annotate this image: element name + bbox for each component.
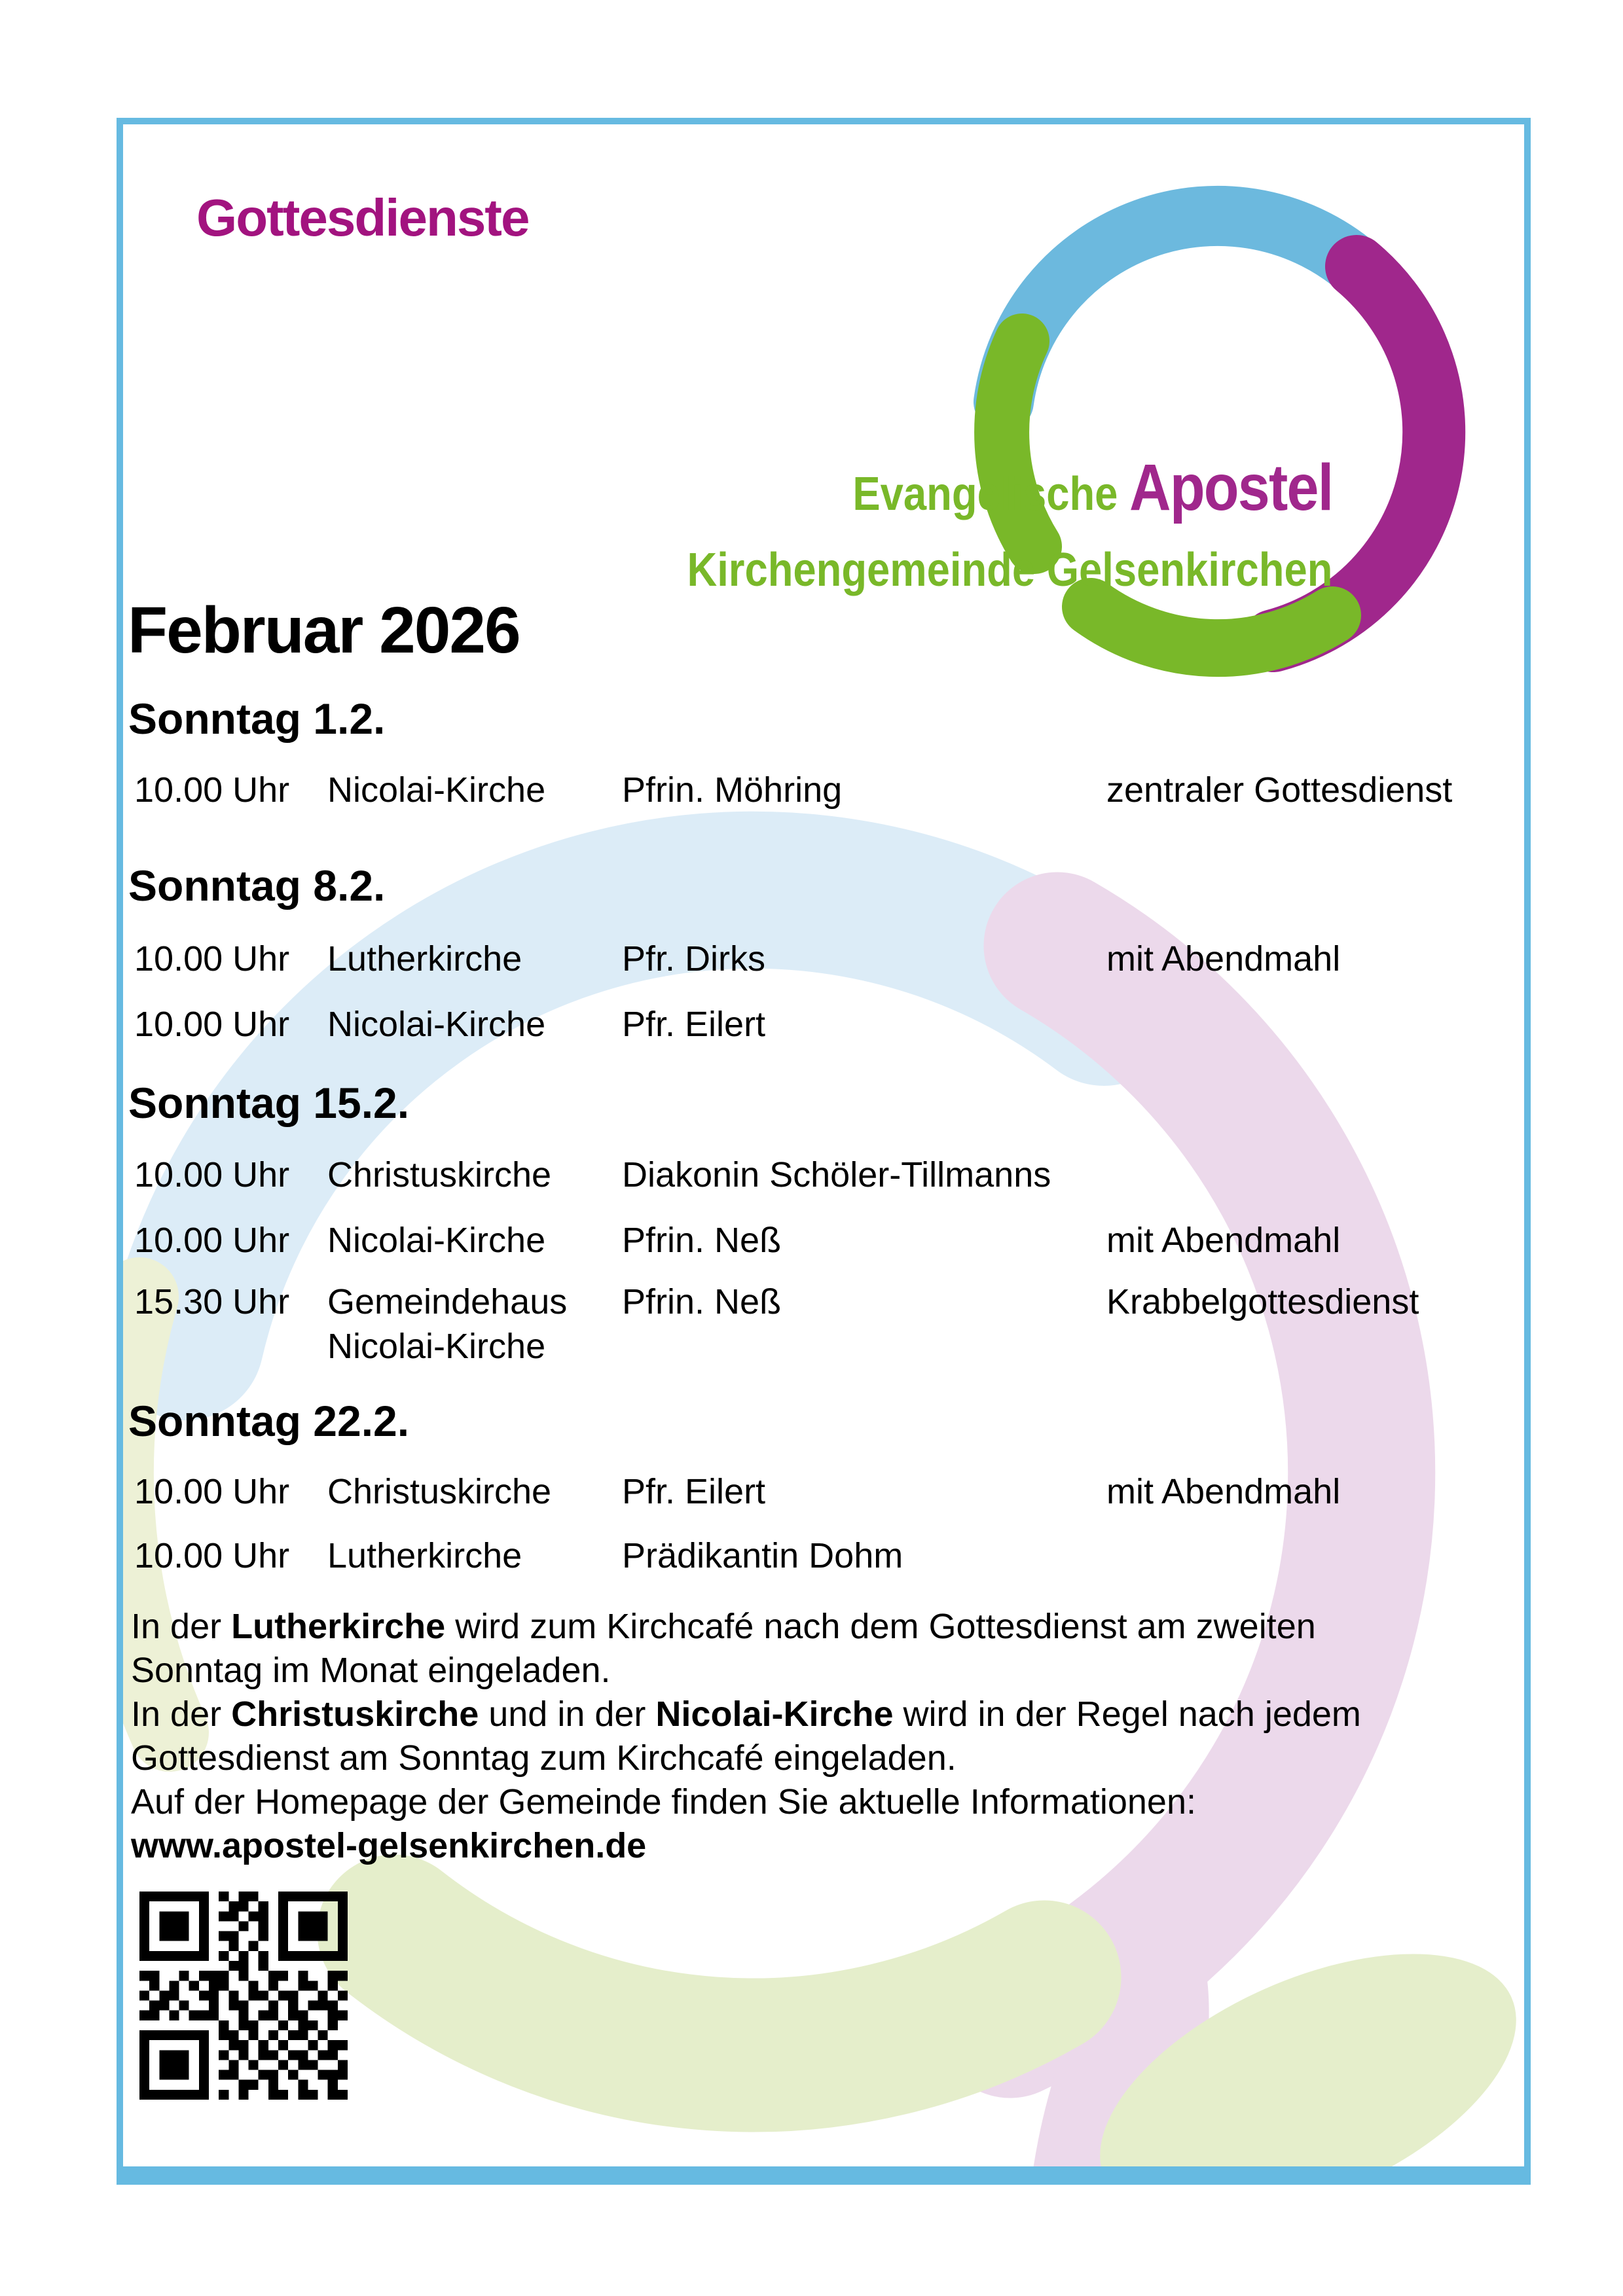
- service-location: Nicolai-Kirche: [327, 1005, 546, 1044]
- service-time: 10.00 Uhr: [134, 1155, 290, 1194]
- month-title: Februar 2026: [128, 594, 520, 667]
- service-person: Pfr. Eilert: [622, 1472, 766, 1511]
- service-note: zentraler Gottesdienst: [1106, 770, 1453, 810]
- footer-line: [131, 1736, 1512, 1780]
- logo-brush-circle: [956, 170, 1480, 694]
- footer-text-segment: In der: [131, 1607, 232, 1646]
- service-location: Christuskirche: [327, 1472, 552, 1511]
- service-time: 10.00 Uhr: [134, 1005, 290, 1044]
- service-location: Nicolai-Kirche: [327, 770, 546, 810]
- service-note: mit Abendmahl: [1106, 939, 1341, 978]
- service-location-line2: Nicolai-Kirche: [327, 1327, 546, 1366]
- logo-blue-arc: [1004, 216, 1362, 402]
- service-row: [134, 1281, 1523, 1327]
- service-time: 10.00 Uhr: [134, 1221, 290, 1260]
- service-person: Pfrin. Möhring: [622, 770, 843, 810]
- service-row: [134, 769, 1523, 815]
- logo-text-evangelische: Evangelische: [852, 468, 1129, 520]
- service-location: Gemeindehaus: [327, 1282, 568, 1321]
- section-heading: Sonntag 15.2.: [128, 1079, 410, 1127]
- footer-line: [131, 1780, 1512, 1824]
- footer-text-segment: Gottesdienst am Sonntag zum Kirchcafé eingeladen.: [131, 1738, 957, 1778]
- service-person: Pfrin. Neß: [622, 1221, 782, 1260]
- footer-text-segment: In der: [131, 1695, 232, 1734]
- service-row: [134, 1154, 1523, 1200]
- footer-text: [131, 1605, 1512, 1868]
- homepage-url[interactable]: www.apostel-gelsenkirchen.de: [131, 1826, 647, 1865]
- service-person: Pfr. Eilert: [622, 1005, 766, 1044]
- service-row: [134, 1471, 1523, 1516]
- footer-text-segment: und in der: [479, 1695, 656, 1734]
- logo-green-bottom-arc: [1091, 607, 1332, 648]
- footer-text-segment: Lutherkirche: [231, 1607, 446, 1646]
- page-title: Gottesdienste: [196, 188, 529, 247]
- service-row: [134, 1219, 1523, 1265]
- service-person: Diakonin Schöler-Tillmanns: [622, 1155, 1051, 1194]
- service-time: 15.30 Uhr: [134, 1282, 290, 1321]
- service-person: Prädikantin Dohm: [622, 1536, 903, 1575]
- service-note: mit Abendmahl: [1106, 1472, 1341, 1511]
- footer-line: [131, 1649, 1512, 1693]
- service-location: Nicolai-Kirche: [327, 1221, 546, 1260]
- service-time: 10.00 Uhr: [134, 1536, 290, 1575]
- service-person: Pfr. Dirks: [622, 939, 766, 978]
- service-time: 10.00 Uhr: [134, 1472, 290, 1511]
- logo-text-apostel: Apostel: [1129, 451, 1332, 524]
- footer-text-segment: Auf der Homepage der Gemeinde finden Sie aktuelle Informationen:: [131, 1782, 1196, 1821]
- service-note: mit Abendmahl: [1106, 1221, 1341, 1260]
- qr-code-image: [139, 1892, 348, 2100]
- service-time: 10.00 Uhr: [134, 939, 290, 978]
- watermark-green-bottom-arc: [394, 1931, 1044, 2055]
- footer-text-segment: Sonntag im Monat eingeladen.: [131, 1651, 611, 1690]
- qr-code: [139, 1892, 348, 2100]
- footer-line: [131, 1824, 1512, 1868]
- service-person: Pfrin. Neß: [622, 1282, 782, 1321]
- footer-line: [131, 1605, 1512, 1649]
- footer-text-segment: Christuskirche: [231, 1695, 479, 1734]
- logo-wordmark: [687, 451, 1332, 600]
- logo-line1: [687, 451, 1332, 540]
- section-heading: Sonntag 22.2.: [128, 1397, 410, 1445]
- footer-text-segment: wird zum Kirchcafé nach dem Gottesdienst am zweiten: [445, 1607, 1316, 1646]
- service-location: Lutherkirche: [327, 1536, 522, 1575]
- section-heading: Sonntag 1.2.: [128, 694, 386, 743]
- footer-text-segment: Nicolai-Kirche: [655, 1695, 894, 1734]
- flyer-page: [117, 118, 1531, 2185]
- service-note: Krabbelgottesdienst: [1106, 1282, 1419, 1321]
- service-row: [134, 1003, 1523, 1049]
- service-row: [134, 938, 1523, 984]
- service-time: 10.00 Uhr: [134, 770, 290, 810]
- logo-text-kirchengemeinde: Kirchengemeinde Gelsenkirchen: [687, 544, 1332, 596]
- service-location: Christuskirche: [327, 1155, 552, 1194]
- service-row: [134, 1535, 1523, 1581]
- section-heading: Sonntag 8.2.: [128, 861, 386, 910]
- footer-line: [131, 1693, 1512, 1736]
- footer-text-segment: wird in der Regel nach jedem: [893, 1695, 1361, 1734]
- service-location: Lutherkirche: [327, 939, 522, 978]
